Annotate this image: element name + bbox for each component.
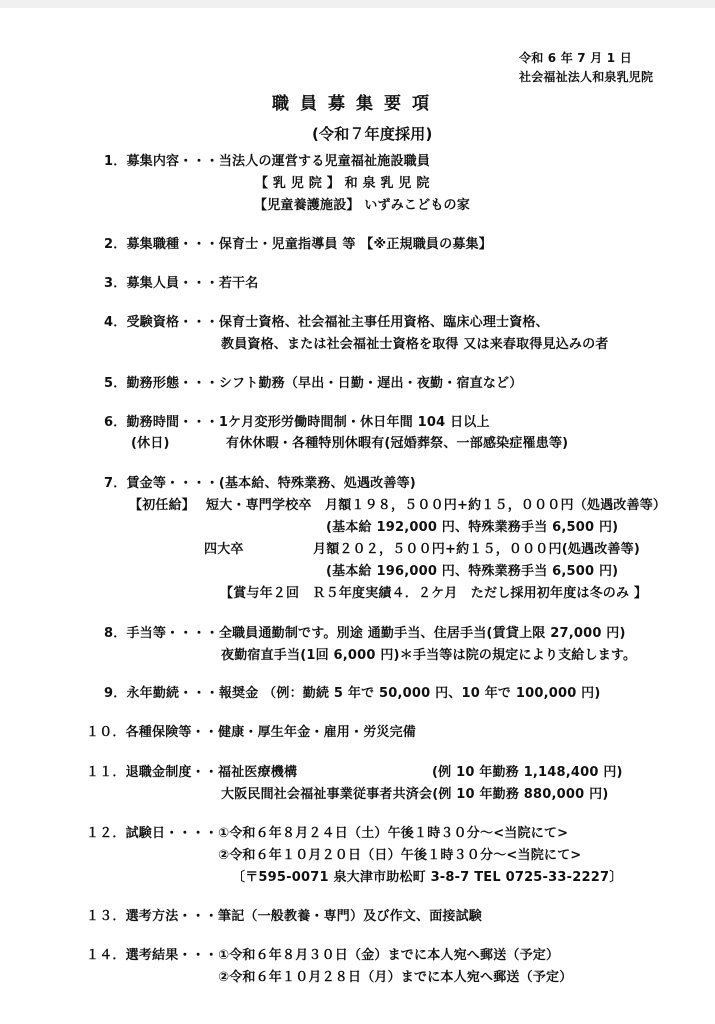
section-4-qualifications: 4．受験資格・・・保育士資格、社会福祉主事任用資格、臨床心理士資格、 <box>104 315 549 330</box>
document-subtitle: (令和７年度採用) <box>312 125 433 143</box>
section-1-recruitment-content: 1．募集内容・・・当法人の運営する児童福祉施設職員 <box>104 154 431 169</box>
section-12-exam-dates: １２．試験日・・・・①令和６年８月２４日（土）午後１時３０分～<当院にて> <box>86 826 569 841</box>
exam-address: 〔〒595-0071 泉大津市助松町 3-8-7 TEL 0725-33-2227〕 <box>232 870 623 885</box>
college-grad-detail: (基本給 192,000 円、特殊業務手当 6,500 円) <box>326 520 619 535</box>
exam-date-2: ②令和６年１０月２０日（日）午後１時３０分～<当院にて> <box>218 848 582 863</box>
university-grad-detail: (基本給 196,000 円、特殊業務手当 6,500 円) <box>326 564 619 579</box>
section-8-allowances-cont: 夜勤宿直手当(1回 6,000 円)＊手当等は院の規定により支給します。 <box>221 648 637 663</box>
organization-name: 社会福祉法人和泉乳児院 <box>519 70 654 84</box>
document-page <box>0 8 715 1024</box>
retirement-example-1: (例 10 年勤務 1,148,400 円) <box>432 765 623 780</box>
section-10-insurance: １０．各種保険等・・健康・厚生年金・雇用・労災完備 <box>86 725 417 740</box>
results-date-2: ②令和６年１０月２８日（月）までに本人宛へ郵送（予定） <box>218 970 573 985</box>
section-8-allowances: 8．手当等・・・・全職員通勤制です。別途 通勤手当、住居手当(賃貸上限 27,000 円) <box>104 626 626 641</box>
section-2-job-types: 2．募集職種・・・保育士・児童指導員 等 【※正規職員の募集】 <box>104 237 492 252</box>
section-3-headcount: 3．募集人員・・・若干名 <box>104 276 259 291</box>
facility-infant-home: 【 乳 児 院 】 和 泉 乳 児 院 <box>255 176 430 191</box>
college-grad-label: 短大・専門学校卒 <box>206 498 312 513</box>
section-9-long-service: 9．永年勤続・・・報奨金 （例：勤続 5 年で 50,000 円、10 年で 100,000 円) <box>104 686 601 701</box>
section-11-retirement: １１．退職金制度・・福祉医療機構 <box>86 765 298 780</box>
section-4-qualifications-cont: 教員資格、または社会福祉士資格を取得 又は来春取得見込みの者 <box>221 337 609 352</box>
section-7-wages: 7．賃金等・・・・(基本給、特殊業務、処遇改善等) <box>104 476 416 491</box>
college-grad-amount: 月額１９８，５００円+約１５，０００円（処遇改善等） <box>325 498 667 513</box>
holiday-text: 有休休暇・各種特別休暇有(冠婚葬祭、一部感染症罹患等) <box>226 436 569 451</box>
section-14-results: １４．選考結果・・・①令和６年８月３０日（金）までに本人宛へ郵送（予定） <box>86 948 560 963</box>
starting-salary-label: 【初任給】 <box>129 498 196 513</box>
holiday-label: (休日) <box>131 436 170 451</box>
university-grad-amount: 月額２０２，５００円+約１５，０００円(処遇改善等) <box>313 542 640 557</box>
section-6-working-hours: 6．勤務時間・・・1ケ月変形労働時間制・休日年間 104 日以上 <box>104 415 490 430</box>
facility-childrens-home: 【児童養護施設】 いずみこどもの家 <box>254 198 470 213</box>
university-grad-label: 四大卒 <box>204 542 244 557</box>
retirement-mutual-aid: 大阪民間社会福祉事業従事者共済会(例 10 年勤務 880,000 円) <box>221 787 609 802</box>
section-5-work-style: 5．勤務形態・・・シフト勤務（早出・日勤・遅出・夜勤・宿直など） <box>104 376 523 391</box>
document-date: 令和 6 年 7 月 1 日 <box>519 51 632 65</box>
bonus-info: 【賞与年２回 Ｒ５年度実績４．２ケ月 ただし採用初年度は冬のみ 】 <box>220 586 648 601</box>
section-13-selection-method: １３．選考方法・・・筆記（一般教養・専門）及び作文、面接試験 <box>86 909 483 924</box>
document-title: 職員募集要項 <box>272 94 440 114</box>
